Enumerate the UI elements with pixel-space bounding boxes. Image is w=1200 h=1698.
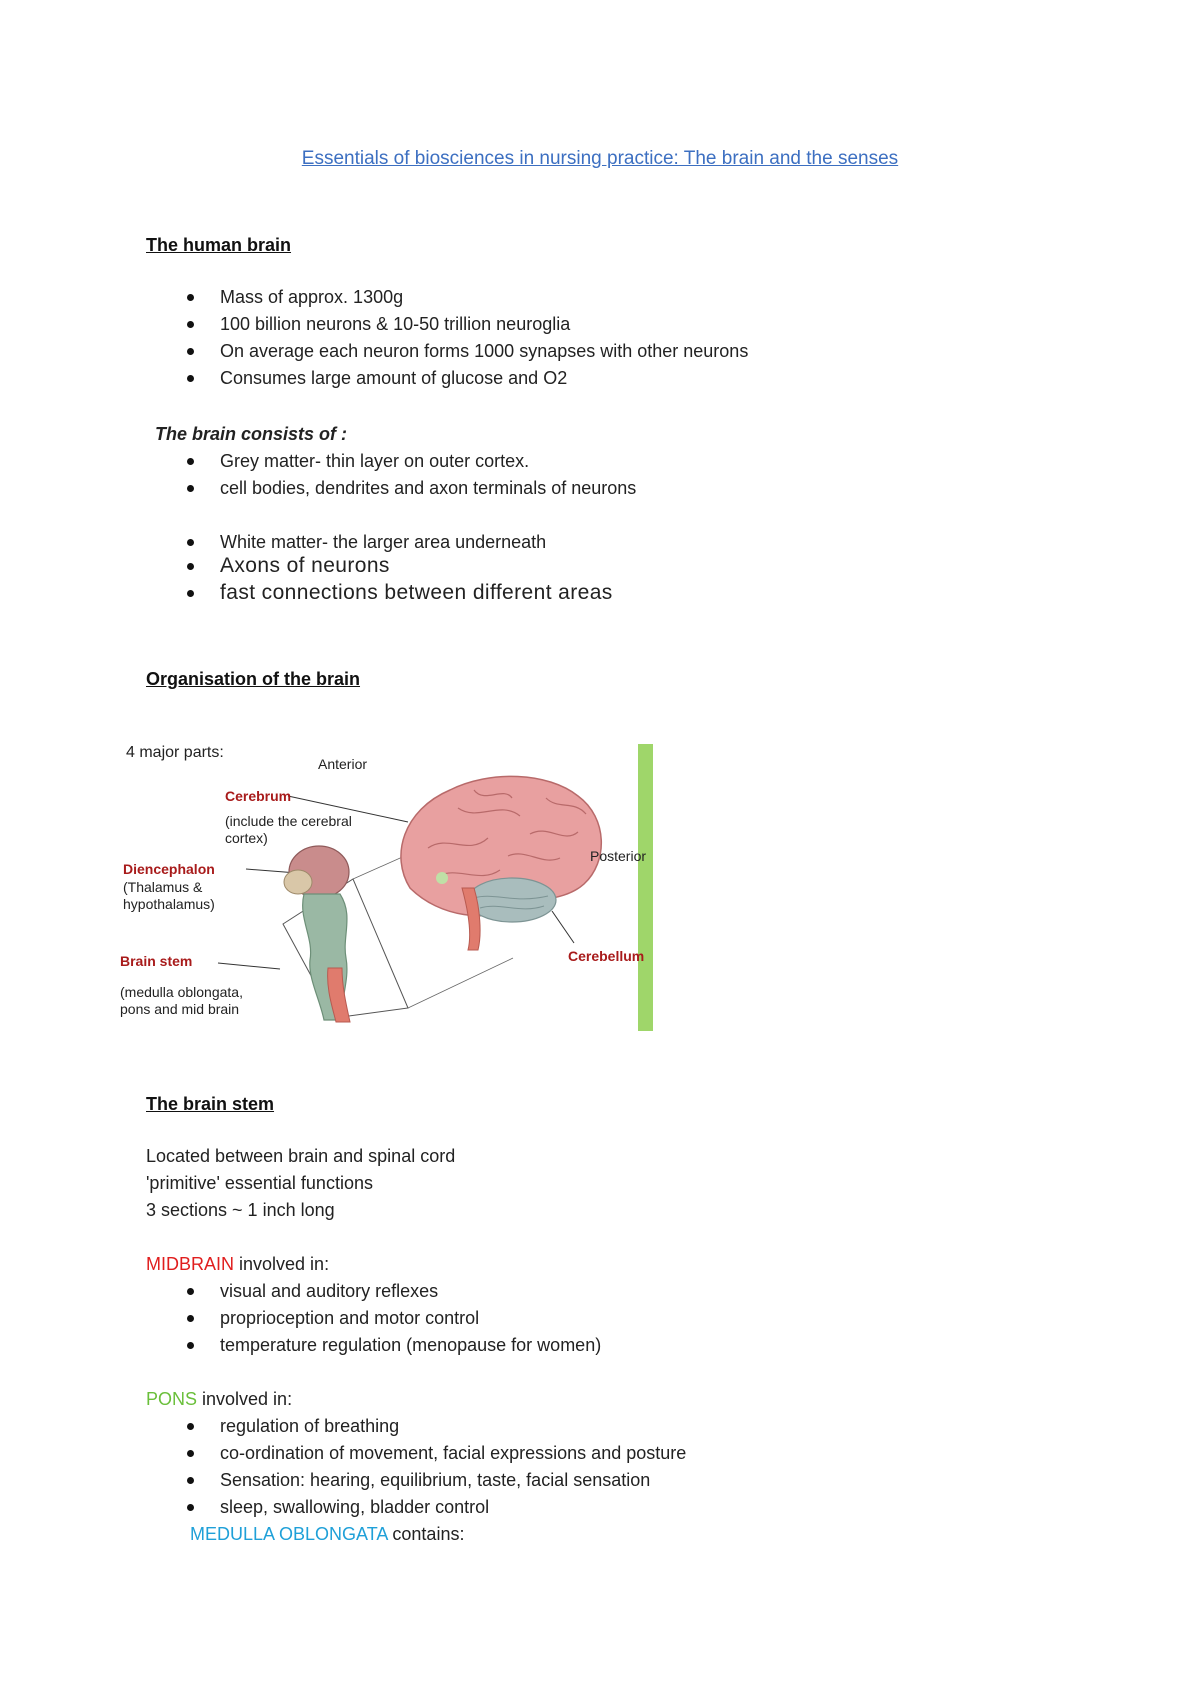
list-item: Axons of neurons (180, 555, 613, 582)
midbrain-list (180, 1280, 601, 1361)
cerebrum-note-1: (include the cerebral (225, 813, 352, 829)
cerebellum-leader-line (552, 911, 574, 943)
diencephalon-note-1: (Thalamus & (123, 879, 203, 895)
list-item: Sensation: hearing, equilibrium, taste, facial sensation (180, 1469, 686, 1496)
pons-intro (146, 1388, 292, 1410)
brainstem-note-2: pons and mid brain (120, 1001, 240, 1017)
brain-consists-label: The brain consists of : (155, 424, 348, 444)
cerebrum-label: Cerebrum (225, 788, 292, 804)
zoom-line-bottom (408, 958, 513, 1008)
list-item: proprioception and motor control (180, 1307, 601, 1334)
brainstem-line-3: 3 sections ~ 1 inch long (146, 1200, 335, 1220)
brainstem-label: Brain stem (120, 953, 193, 969)
brainstem-leader-line (218, 963, 280, 969)
midbrain-name: MIDBRAIN (146, 1254, 235, 1274)
heading-organisation: Organisation of the brain (146, 669, 361, 689)
pons-list (180, 1415, 686, 1523)
list-item: sleep, swallowing, bladder control (180, 1496, 686, 1523)
midbrain-intro (146, 1253, 329, 1275)
pons-suffix: involved in: (197, 1389, 293, 1409)
list-item: visual and auditory reflexes (180, 1280, 601, 1307)
heading-brain-stem: The brain stem (146, 1094, 275, 1114)
cerebrum-note-2: cortex) (225, 830, 268, 846)
heading-human-brain: The human brain (146, 235, 292, 255)
human-brain-facts-list (180, 286, 748, 394)
cerebellum-label: Cerebellum (568, 948, 645, 964)
brainstem-line-2: 'primitive' essential functions (146, 1173, 373, 1193)
diencephalon-label: Diencephalon (123, 861, 215, 877)
thalamus-shape (284, 870, 312, 894)
medulla-name: MEDULLA OBLONGATA (190, 1524, 388, 1544)
list-item: On average each neuron forms 1000 synapses with other neurons (180, 340, 748, 367)
major-parts-label: 4 major parts: (126, 744, 224, 761)
list-item: Consumes large amount of glucose and O2 (180, 367, 748, 394)
list-item: regulation of breathing (180, 1415, 686, 1442)
posterior-label: Posterior (590, 848, 647, 864)
list-item: co-ordination of movement, facial expressions and posture (180, 1442, 686, 1469)
limbic-highlight (436, 872, 448, 884)
list-item: cell bodies, dendrites and axon terminals of neurons (180, 477, 636, 504)
list-item: temperature regulation (menopause for women) (180, 1334, 601, 1361)
medulla-suffix: contains: (387, 1524, 465, 1544)
list-item: White matter- the larger area underneath (180, 531, 546, 558)
list-item: fast connections between different areas (180, 582, 613, 609)
list-item: Mass of approx. 1300g (180, 286, 748, 313)
cerebellum-shape (468, 878, 556, 922)
pons-name: PONS (146, 1389, 198, 1409)
medulla-intro (190, 1523, 464, 1545)
brainstem-line-1: Located between brain and spinal cord (146, 1146, 456, 1166)
diencephalon-note-2: hypothalamus) (123, 896, 215, 912)
document-title: Essentials of biosciences in nursing practice: The brain and the senses (301, 148, 899, 169)
midbrain-suffix: involved in: (234, 1254, 330, 1274)
list-item: 100 billion neurons & 10-50 trillion neuroglia (180, 313, 748, 340)
green-bar (638, 744, 653, 1031)
list-item: Grey matter- thin layer on outer cortex. (180, 450, 636, 477)
brain-diagram-figure (120, 738, 668, 1032)
brainstem-note-1: (medulla oblongata, (120, 984, 243, 1000)
white-matter-detail-list (180, 555, 613, 609)
anterior-label: Anterior (318, 756, 368, 772)
grey-matter-list (180, 450, 636, 504)
